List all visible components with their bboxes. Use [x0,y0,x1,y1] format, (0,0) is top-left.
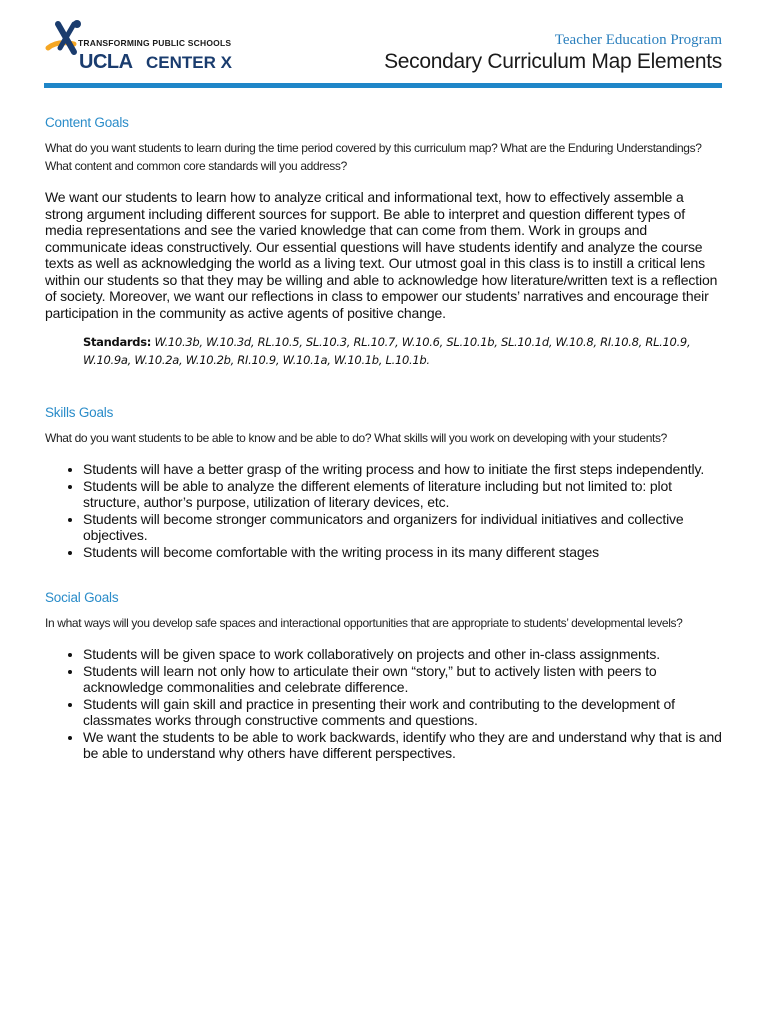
content-goals-question: What do you want students to learn during the time period covered by this curriculum map? What are the Enduring Understandings? What content and common core standards will you address? [45,141,702,173]
social-goals-section [45,590,725,762]
content-goals-section [45,115,725,369]
standards-codes: W.10.3b, W.10.3d, RL.10.5, SL.10.3, RL.10.7, W.10.6, SL.10.1b, SL.10.1d, W.10.8, RI.10.8, RL.10.9, W.10.9a, W.10.2a, W.10.2b, RI.10.9, W.10.1a, W.10.1b, L.10.1b. [83,335,691,367]
standards-label: Standards: [83,335,152,349]
skills-goals-list [45,461,725,560]
page-title: Secondary Curriculum Map Elements [384,50,722,73]
content-goals-paragraph: We want our students to learn how to analyze critical and informational text, how to effectively assemble a strong argument including different sources for support. Be able to interpret and question different types of media representations and see the varied knowledge that can come from them. Work in groups and communicate ideas constructively. Our essential questions will have students identify and analyze the course texts as well as acknowledging the world as a living text. Our utmost goal in this class is to instill a critical lens within our students so that they may be willing and able to acknowledge how literature/written text is a reflection of society. Moreover, we want our reflections in class to empower our students’ narratives and encourage their participation in the community as active agents of positive change. [45,189,718,321]
social-goals-list [45,646,725,762]
standards-list [83,333,725,369]
logo-tagline: TRANSFORMING PUBLIC SCHOOLS [78,38,232,48]
document-body [45,115,725,792]
program-name: Teacher Education Program [554,32,722,48]
list-item: • Students will gain skill and practice in presenting their work and contributing to the development of classmates works through constructive comments and questions. [83,696,725,729]
logo-ucla-text: UCLA [79,51,133,73]
list-item: • Students will be given space to work collaboratively on projects and other in-class assignments. [83,646,725,663]
list-item: • Students will become comfortable with the writing process in its many different stages [83,544,725,561]
social-goals-heading: Social Goals [45,590,119,605]
skills-goals-section [45,405,725,560]
header-divider [44,83,722,88]
list-item: • We want the students to be able to work backwards, identify who they are and understand why that is and be able to understand why others have different perspectives. [83,729,725,762]
ucla-center-x-logo [44,18,244,78]
list-item: • Students will be able to analyze the different elements of literature including but not limited to: plot structure, author’s purpose, utilization of literary devices, etc. [83,478,725,511]
skills-goals-question: What do you want students to be able to know and be able to do? What skills will you work on developing with your students? [45,431,668,445]
logo-center-x-text: CENTER X [146,53,232,72]
social-goals-question: In what ways will you develop safe spaces and interactional opportunities that are appropriate to students’ developmental levels? [45,616,683,630]
list-item: • Students will have a better grasp of the writing process and how to initiate the first steps independently. [83,461,725,478]
content-goals-heading: Content Goals [45,115,129,130]
list-item: • Students will become stronger communicators and organizers for individual initiatives and collective objectives. [83,511,725,544]
skills-goals-heading: Skills Goals [45,405,114,420]
page-header [0,0,768,92]
list-item: • Students will learn not only how to articulate their own “story,” but to actively listen with peers to acknowledge commonalities and celebrate difference. [83,663,725,696]
